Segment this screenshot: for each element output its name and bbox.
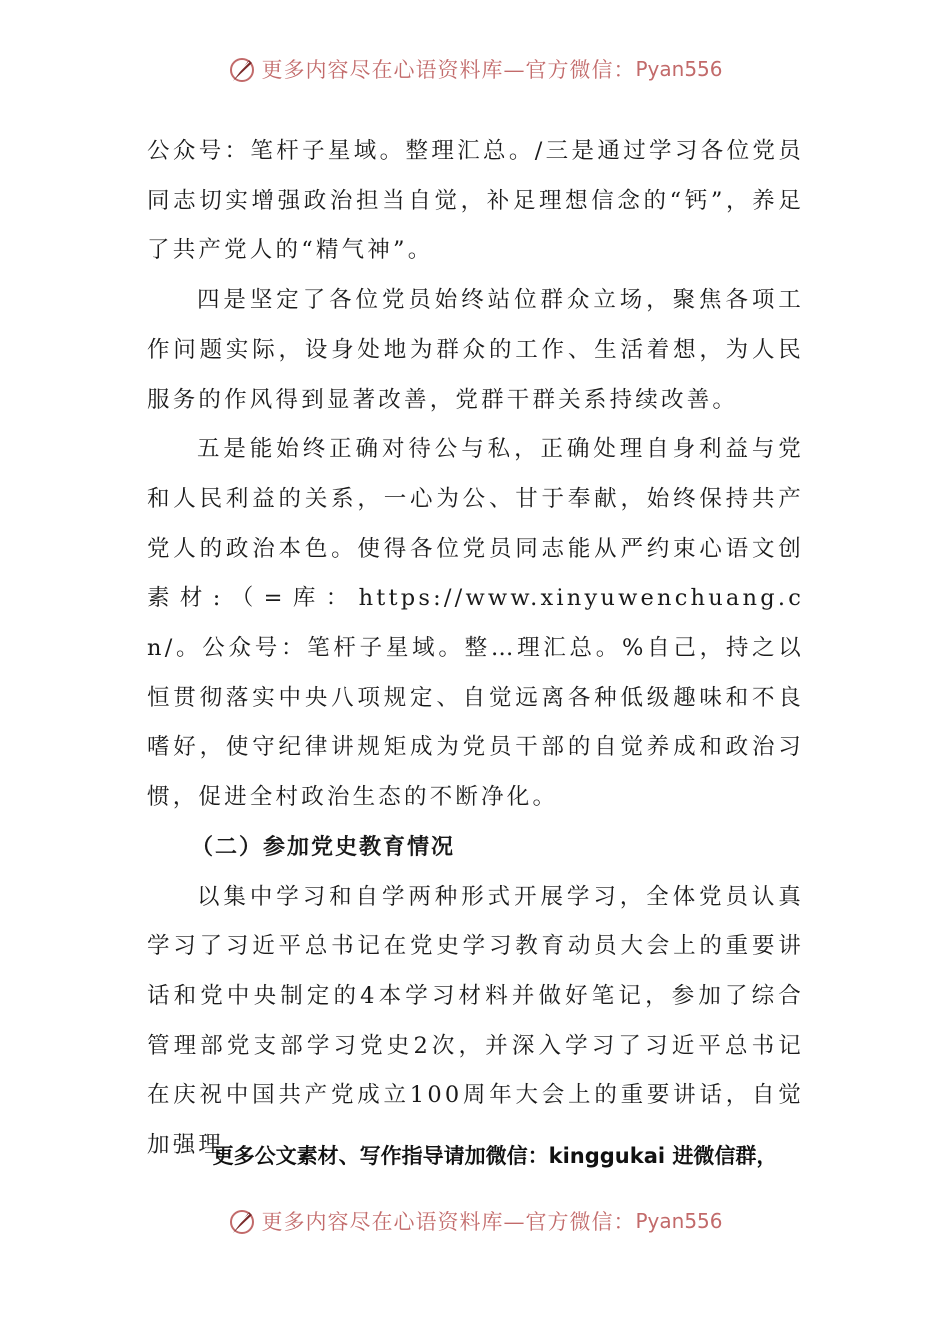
paragraph-party-history: 以集中学习和自学两种形式开展学习，全体党员认真学习了习近平总书记在党史学习教育动员大会上的重要讲话和党中央制定的4本学习材料并做好笔记，参加了综合管理部党支部学习党史2次，并深入学习了习近平总书记在庆祝中国共产党成立100周年大会上的重要讲话，自觉加强理 [147, 883, 804, 1159]
promo-line: 更多公文素材、写作指导请加微信：kinggukai 进微信群， [212, 1144, 778, 1168]
quill-logo-icon [227, 1206, 257, 1236]
header-watermark [0, 54, 950, 84]
section-subheading: （二）参加党史教育情况 [191, 834, 456, 860]
footer-watermark [0, 1206, 950, 1236]
document-body [147, 127, 804, 1171]
quill-logo-icon [227, 54, 257, 84]
watermark-text: 更多内容尽在心语资料库—官方微信： [261, 58, 636, 82]
paragraph-four: 四是坚定了各位党员始终站位群众立场，聚焦各项工作问题实际，设身处地为群众的工作、生活着想，为人民服务的作风得到显著改善，党群干群关系持续改善。 [147, 287, 804, 413]
watermark-wechat-id: Pyan556 [635, 1209, 723, 1233]
watermark-text: 更多内容尽在心语资料库—官方微信： [261, 1210, 636, 1234]
watermark-wechat-id: Pyan556 [635, 57, 723, 81]
paragraph-continuation: 公众号：笔杆子星域。整理汇总。/三是通过学习各位党员同志切实增强政治担当自觉，补足理想信念的“钙”，养足了共产党人的“精气神”。 [147, 138, 804, 264]
paragraph-five: 五是能始终正确对待公与私，正确处理自身利益与党和人民利益的关系，一心为公、甘于奉献，始终保持共产党人的政治本色。使得各位党员同志能从严约束心语文创素材:（=库：https://www.xinyuwenchuang.cn/。公众号：笔杆子星域。整…理汇总。%自己，持之以恒贯彻落实中央八项规定、自觉远离各种低级趣味和不良嗜好，使守纪律讲规矩成为党员干部的自觉养成和政治习惯，促进全村政治生态的不断净化。 [147, 436, 804, 811]
